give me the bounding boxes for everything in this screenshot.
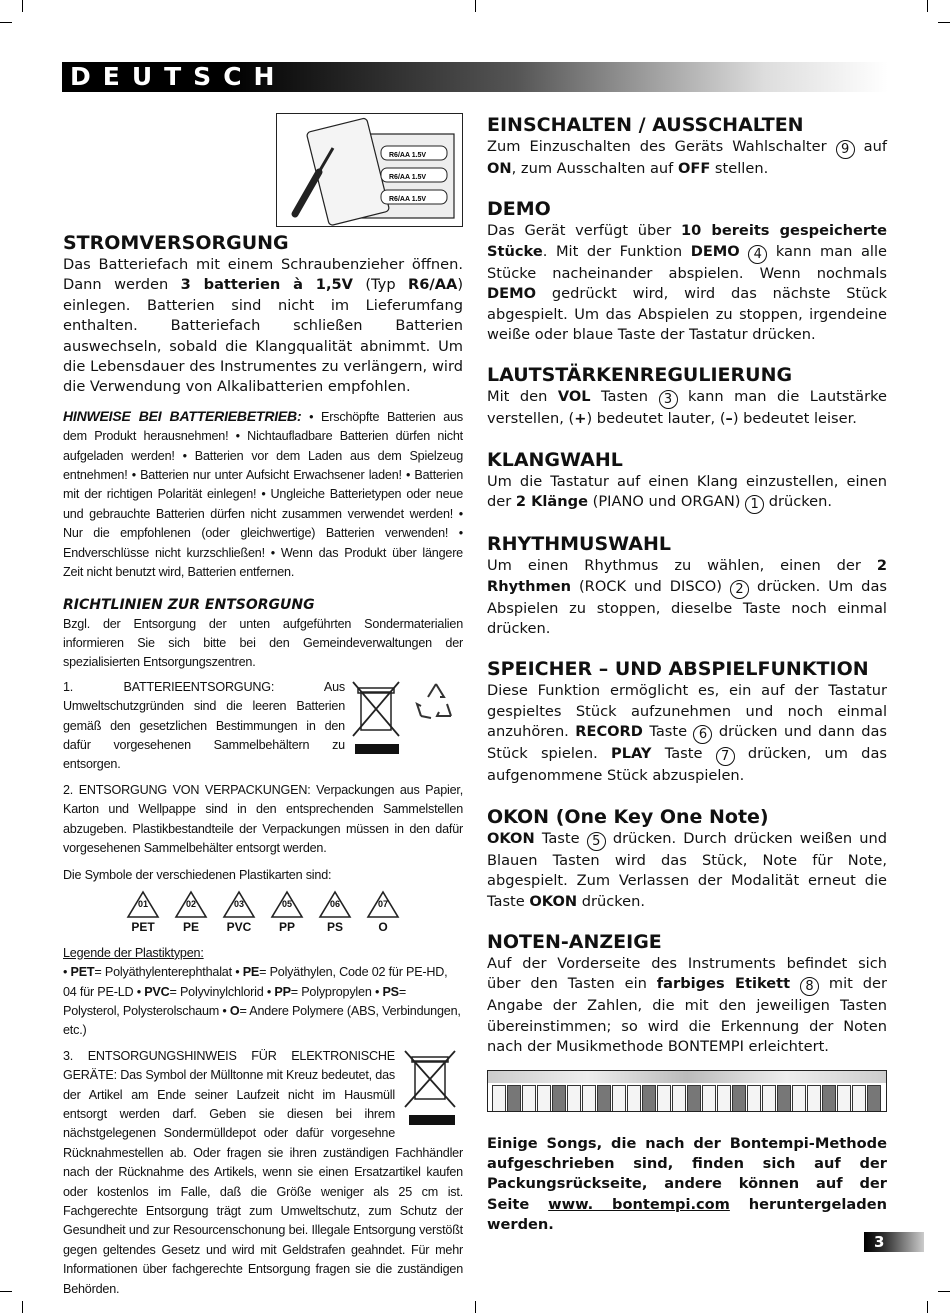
battery-label: R6/AA 1.5V	[389, 152, 427, 159]
battery-compartment-illustration	[276, 113, 463, 227]
callout-number: 2	[730, 580, 749, 599]
disposal-icons	[351, 678, 463, 758]
legend-item: • PP= Polypropylen	[263, 984, 372, 999]
legend-item: • O= Andere Polymere (ABS, Verbindungen, etc.)	[63, 1004, 461, 1038]
keyboard-key	[837, 1085, 851, 1112]
battery-notes: HINWEISE BEI BATTERIEBETRIEB: • Erschöpfte Batterien aus dem Produkt herausnehmen! • Nichtaufladbare Batterien dürfen nicht aufgeladen werden! • Batterien vor dem Laden aus dem Spielzeug entnehmen! • Batterien nur unter Aufsicht Erwachsener laden! • Batterien mit der richtigen Polarität einlegen! • Ungleiche Batterietypen oder neue und gebrauchte Batterien dürfen nicht zusammen verwendet werden! • Nur die empfohlenen (oder gleichwertige) Batterien verwenden! • Endverschlüsse nicht kurzschließen! • Wenn das Produkt über längere Zeit nicht benutzt wird, Batterien entfernen.	[63, 407, 463, 580]
keyboard-key	[522, 1085, 536, 1112]
electronic-disposal-block	[63, 1047, 463, 1299]
section-title-power: EINSCHALTEN / AUSSCHALTEN	[487, 114, 804, 136]
keyboard-key	[867, 1085, 881, 1112]
section-power	[487, 113, 887, 179]
packaging-disposal-text: 2. ENTSORGUNG VON VERPACKUNGEN: Verpackungen aus Papier, Karton und Wellpappe sind in den entsprechenden Sammelstellen abzugeben. Plastikbestandteile der Verpackungen müssen in den dafür vorgesehenen Sammelbehälter entsorgt werden.	[63, 782, 463, 855]
crop-mark	[22, 1301, 23, 1313]
bontempi-website-link[interactable]: www. bontempi.com	[548, 1195, 730, 1213]
battery-icon	[277, 114, 462, 226]
legend-item: • PET= Polyäthylenterephthalat	[63, 965, 232, 980]
keyboard-key	[777, 1085, 791, 1112]
songs-text: Einige Songs, die nach der Bontempi-Methode aufgeschrieben sind, finden sich auf der Packungsrückseite, andere können auf der Seite www. bontempi.com heruntergeladen werden.	[487, 1134, 887, 1234]
battery-disposal-block	[63, 678, 463, 775]
plastic-symbol	[126, 890, 160, 934]
demo-text: Das Gerät verfügt über 10 bereits gespeicherte Stücke. Mit der Funktion DEMO 4 kann man alle Stücke nacheinander abspielen. Wenn nochmals DEMO gedrückt wird, wird das nächste Stück abgespielt. Um das Abspielen zu stoppen, irgendeine weiße oder blaue Taste der Tastatur drücken.	[487, 222, 888, 344]
left-column	[63, 113, 463, 1299]
keyboard-key	[732, 1085, 746, 1112]
keyboard-key	[762, 1085, 776, 1112]
plastic-symbols	[63, 890, 463, 934]
keyboard-key	[567, 1085, 581, 1112]
right-column	[487, 113, 887, 1236]
plastic-code: 03	[233, 898, 244, 909]
okon-text: OKON Taste 5 drücken. Durch drücken weißen und Blauen Tasten wird das Stück, Note für Note, abgespielt. Zum Verlassen der Modalität erneut die Taste OKON drücken.	[487, 829, 887, 910]
keyboard-key	[792, 1085, 806, 1112]
plastic-name: PVC	[226, 919, 252, 934]
keyboard-key	[657, 1085, 671, 1112]
plastic-symbol	[318, 890, 352, 934]
plastic-code: 01	[137, 898, 148, 909]
notes-text: Auf der Vorderseite des Instruments befindet sich über den Tasten ein farbiges Etikett 8 mit der Angabe der Zahlen, die mit den jeweiligen Tasten übereinstimmen; so wird die Erkennung der Noten nach der Musikmethode BONTEMPI erleichtert.	[487, 954, 887, 1056]
entsorgung-intro: Bzgl. der Entsorgung der unten aufgeführten Sondermaterialien informieren Sie sich bitte bei den Gemeindeverwaltungen der spezialisierten Entsorgungszentren.	[63, 616, 463, 670]
plastic-symbol	[270, 890, 304, 934]
callout-number: 7	[716, 747, 735, 766]
plastic-name: PP	[278, 919, 295, 934]
battery-label: R6/AA 1.5V	[389, 174, 427, 181]
keyboard-key	[702, 1085, 716, 1112]
keyboard-key	[552, 1085, 566, 1112]
plastic-symbols-intro: Die Symbole der verschiedenen Plastikarten sind:	[63, 868, 332, 883]
crop-mark	[0, 22, 12, 23]
language-header-bar	[62, 62, 888, 92]
keyboard-key	[537, 1085, 551, 1112]
page-number-badge	[864, 1232, 924, 1252]
keyboard-key	[627, 1085, 641, 1112]
section-title-volume: LAUTSTÄRKENREGULIERUNG	[487, 364, 793, 387]
section-title-hinweise: HINWEISE BEI BATTERIEBETRIEB:	[63, 407, 302, 424]
crop-mark	[938, 1291, 950, 1292]
callout-number: 6	[693, 725, 712, 744]
crop-mark	[475, 1301, 476, 1313]
callout-number: 8	[800, 977, 819, 996]
keyboard-key	[717, 1085, 731, 1112]
keyboard-key	[672, 1085, 686, 1112]
section-title-rhythm: RHYTHMUSWAHL	[487, 533, 671, 556]
plastic-code: 07	[377, 898, 388, 909]
plastic-symbol	[174, 890, 208, 934]
callout-number: 1	[745, 495, 764, 514]
plastic-symbol	[222, 890, 256, 934]
plastic-legend-title: Legende der Plastiktypen:	[63, 945, 204, 960]
keyboard-key	[687, 1085, 701, 1112]
plastic-code: 06	[329, 898, 340, 909]
section-volume	[487, 363, 887, 429]
stromversorgung-text: Das Batteriefach mit einem Schraubenzieher öffnen. Dann werden 3 batterien à 1,5V (Typ R6/AA) einlegen. Batterien sind nicht im Lieferumfang enthalten. Batteriefach schließen Batterien auswechseln, sobald die Klangqualität abnimmt. Um die Lebensdauer des Instrumentes zu verlängern, wird die Verwendung von Alkalibatterien empfohlen.	[63, 256, 464, 396]
volume-text: Mit den VOL Tasten 3 kann man die Lautstärke verstellen, (+) bedeutet lauter, (–) bedeutet leiser.	[487, 388, 888, 428]
section-title-okon: OKON (One Key One Note)	[487, 805, 769, 828]
callout-number: 4	[748, 245, 767, 264]
keyboard-key	[642, 1085, 656, 1112]
battery-label: R6/AA 1.5V	[389, 196, 427, 203]
plastic-code: 02	[185, 898, 196, 909]
plastic-name: O	[378, 919, 388, 934]
section-sound	[487, 448, 887, 514]
plastic-legend	[63, 963, 463, 1041]
section-title-entsorgung: RICHTLINIEN ZUR ENTSORGUNG	[63, 596, 315, 613]
legend-item: • PVC= Polyvinylchlorid	[133, 984, 264, 999]
keyboard-key	[507, 1085, 521, 1112]
callout-number: 5	[587, 832, 606, 851]
section-demo	[487, 197, 887, 345]
section-title-sound: KLANGWAHL	[487, 448, 623, 471]
section-title-record: SPEICHER – UND ABSPIELFUNKTION	[487, 658, 869, 681]
record-text: Diese Funktion ermöglicht es, ein auf der Tastatur gespieltes Stück aufzunehmen und noch einmal anzuhören. RECORD Taste 6 drücken und dann das Stück spielen. PLAY Taste 7 drücken, um das aufgenommene Stück abzuspielen.	[487, 682, 888, 785]
color-label-strip	[488, 1071, 886, 1083]
section-notes	[487, 930, 887, 1058]
sound-text: Um die Tastatur auf einen Klang einzustellen, einen der 2 Klänge (PIANO und ORGAN) 1 drücken.	[487, 472, 887, 513]
plastic-name: PE	[182, 919, 199, 934]
plastic-name: PET	[131, 919, 155, 934]
keyboard-key	[822, 1085, 836, 1112]
keyboard-key	[582, 1085, 596, 1112]
keyboard-key	[747, 1085, 761, 1112]
legend-item: • PS= Polysterol, Polysterolschaum	[63, 984, 407, 1018]
section-title-notes: NOTEN-ANZEIGE	[487, 930, 662, 953]
language-title: DEUTSCH	[70, 62, 287, 91]
section-okon	[487, 805, 887, 912]
keyboard-label-illustration	[487, 1070, 887, 1112]
crossed-bin-icon	[401, 1047, 463, 1129]
keyboard-key	[597, 1085, 611, 1112]
battery-disposal-text: 1. BATTERIEENTSORGUNG: Aus Umweltschutzgründen sind die leeren Batterien gemäß den gesetzlichen Bestimmungen in den dafür vorgesehenen Sammelbehältern zu entsorgen.	[63, 679, 345, 772]
plastic-code: 05	[281, 898, 292, 909]
section-title-stromversorgung: STROMVERSORGUNG	[63, 232, 289, 254]
crop-mark	[22, 0, 23, 12]
crop-mark	[475, 0, 476, 12]
keyboard-key	[612, 1085, 626, 1112]
rhythm-text: Um einen Rhythmus zu wählen, einen der 2 Rhythmen (ROCK und DISCO) 2 drücken. Um das Abspielen zu stoppen, dieselbe Taste noch einmal drücken.	[487, 557, 887, 638]
callout-number: 9	[836, 140, 855, 159]
page-number: 3	[874, 1233, 885, 1251]
section-record	[487, 657, 887, 786]
plastic-name: PS	[326, 919, 343, 934]
crop-mark	[927, 0, 928, 12]
recycle-icon	[413, 680, 459, 726]
callout-number: 3	[659, 390, 678, 409]
section-rhythm	[487, 532, 887, 639]
crop-mark	[938, 22, 950, 23]
keyboard-key	[807, 1085, 821, 1112]
crop-mark	[0, 1291, 12, 1292]
electronic-disposal-text: 3. ENTSORGUNGSHINWEIS FÜR ELEKTRONISCHE GERÄTE: Das Symbol der Mülltonne mit Kreuz bedeutet, das der Artikel am Ende seiner Laufzeit nicht im Hausmüll entsorgt werden darf. Geben sie diesen bei ihrem nächstgelegenen Sondermülldepot oder dafür vorgesehne Rücknahmestellen ab. Oder fragen sie ihren zuständigen Fachhändler nach der Rücknahme des Artikels, wenn sie einen Ersatzartikel kaufen oder kostenlos im Falle, daß die Größe weniger als 25 cm ist. Fachgerechte Entsorgung trägt zum Umweltschutz, zum Schutz der Gesundheit und zur Resourcenschonung bei. Illegale Entsorgung verstößt gegen geltendes Gesetz und wird mit Geldstrafen geahndet. Für mehr Informationen über fachgerechte Entsorgung fragen sie die zuständigen Behörden.	[63, 1048, 463, 1296]
crop-mark	[927, 1301, 928, 1313]
section-title-demo: DEMO	[487, 198, 551, 221]
plastic-symbol	[366, 890, 400, 934]
power-text: Zum Einzuschalten des Geräts Wahlschalter 9 auf ON, zum Ausschalten auf OFF stellen.	[487, 138, 887, 177]
legend-item: • PE= Polyäthylen, Code 02 für PE-HD, 04 für PE-LD	[63, 965, 448, 999]
keyboard-key	[852, 1085, 866, 1112]
keyboard-key	[492, 1085, 506, 1112]
